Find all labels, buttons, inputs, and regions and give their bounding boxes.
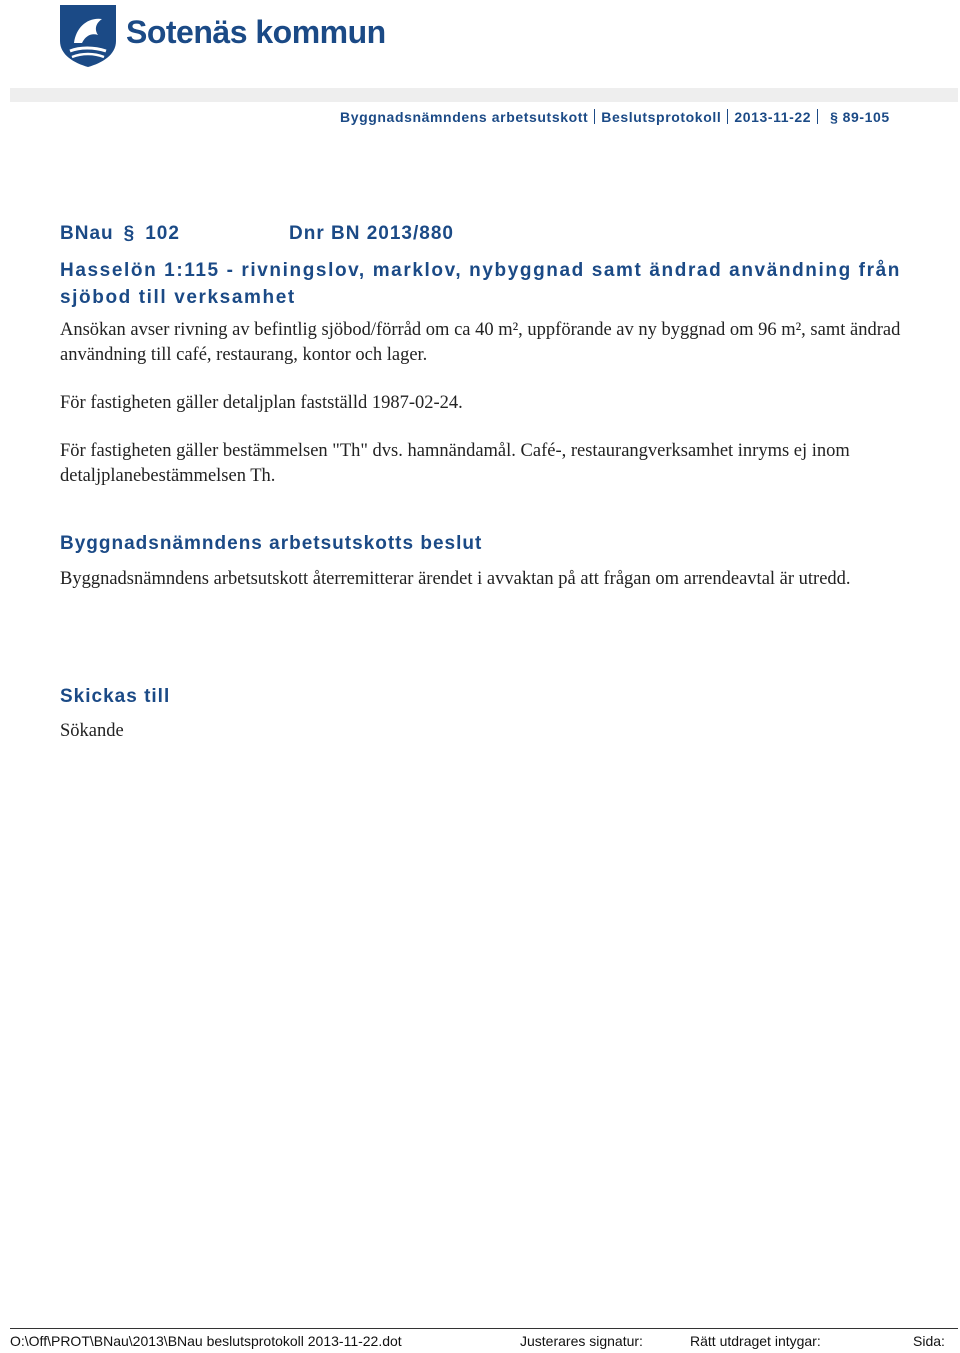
header-doc-type: Beslutsprotokoll xyxy=(601,109,722,125)
page-footer xyxy=(10,1328,958,1353)
decision-heading: Byggnadsnämndens arbetsutskotts beslut xyxy=(60,533,483,554)
case-title: Hasselön 1:115 - rivningslov, marklov, nybyggnad samt ändrad användning från sjöbod till verksamhet xyxy=(60,260,901,308)
paragraph-sign-icon: § xyxy=(830,109,839,125)
header-bar xyxy=(10,88,958,102)
header-separator xyxy=(817,109,818,124)
municipality-logo xyxy=(58,3,386,69)
document-header xyxy=(340,109,890,125)
send-to-recipient: Sökande xyxy=(60,721,124,741)
header-committee: Byggnadsnämndens arbetsutskott xyxy=(340,109,589,125)
footer-file-path: O:\Off\PROT\BNau\2013\BNau beslutsprotokoll 2013-11-22.dot xyxy=(10,1333,402,1349)
body-paragraph-regulation: För fastigheten gäller bestämmelsen "Th" dvs. hamnändamål. Café-, restaurangverksamhet inryms ej inom detaljplanebestämmelsen Th. xyxy=(60,441,850,486)
paragraph-number: 102 xyxy=(145,223,180,244)
coat-of-arms-icon xyxy=(58,3,120,69)
decision-text: Byggnadsnämndens arbetsutskott återremitterar ärendet i avvaktan på att frågan om arrendeavtal är utredd. xyxy=(60,569,851,589)
header-separator xyxy=(727,109,728,124)
logo-wordmark: Sotenäs kommun xyxy=(126,14,386,50)
body-paragraph-application: Ansökan avser rivning av befintlig sjöbod/förråd om ca 40 m², uppförande av ny byggnad om 96 m², samt ändrad användning till café, restaurang, kontor och lager. xyxy=(60,320,901,365)
footer-page-label: Sida: xyxy=(913,1333,945,1349)
footer-signature-label: Justerares signatur: xyxy=(520,1333,643,1349)
header-date: 2013-11-22 xyxy=(734,109,812,125)
paragraph-sign-icon: § xyxy=(123,223,136,244)
send-to-heading: Skickas till xyxy=(60,686,171,707)
body-paragraph-detailed-plan: För fastigheten gäller detaljplan fastställd 1987-02-24. xyxy=(60,393,463,413)
paragraph-label: BNau xyxy=(60,223,114,244)
case-number: Dnr BN 2013/880 xyxy=(289,223,454,244)
footer-certified-label: Rätt utdraget intygar: xyxy=(690,1333,821,1349)
header-paragraph-range: 89-105 xyxy=(842,109,890,125)
header-separator xyxy=(594,109,595,124)
paragraph-id xyxy=(60,223,180,245)
